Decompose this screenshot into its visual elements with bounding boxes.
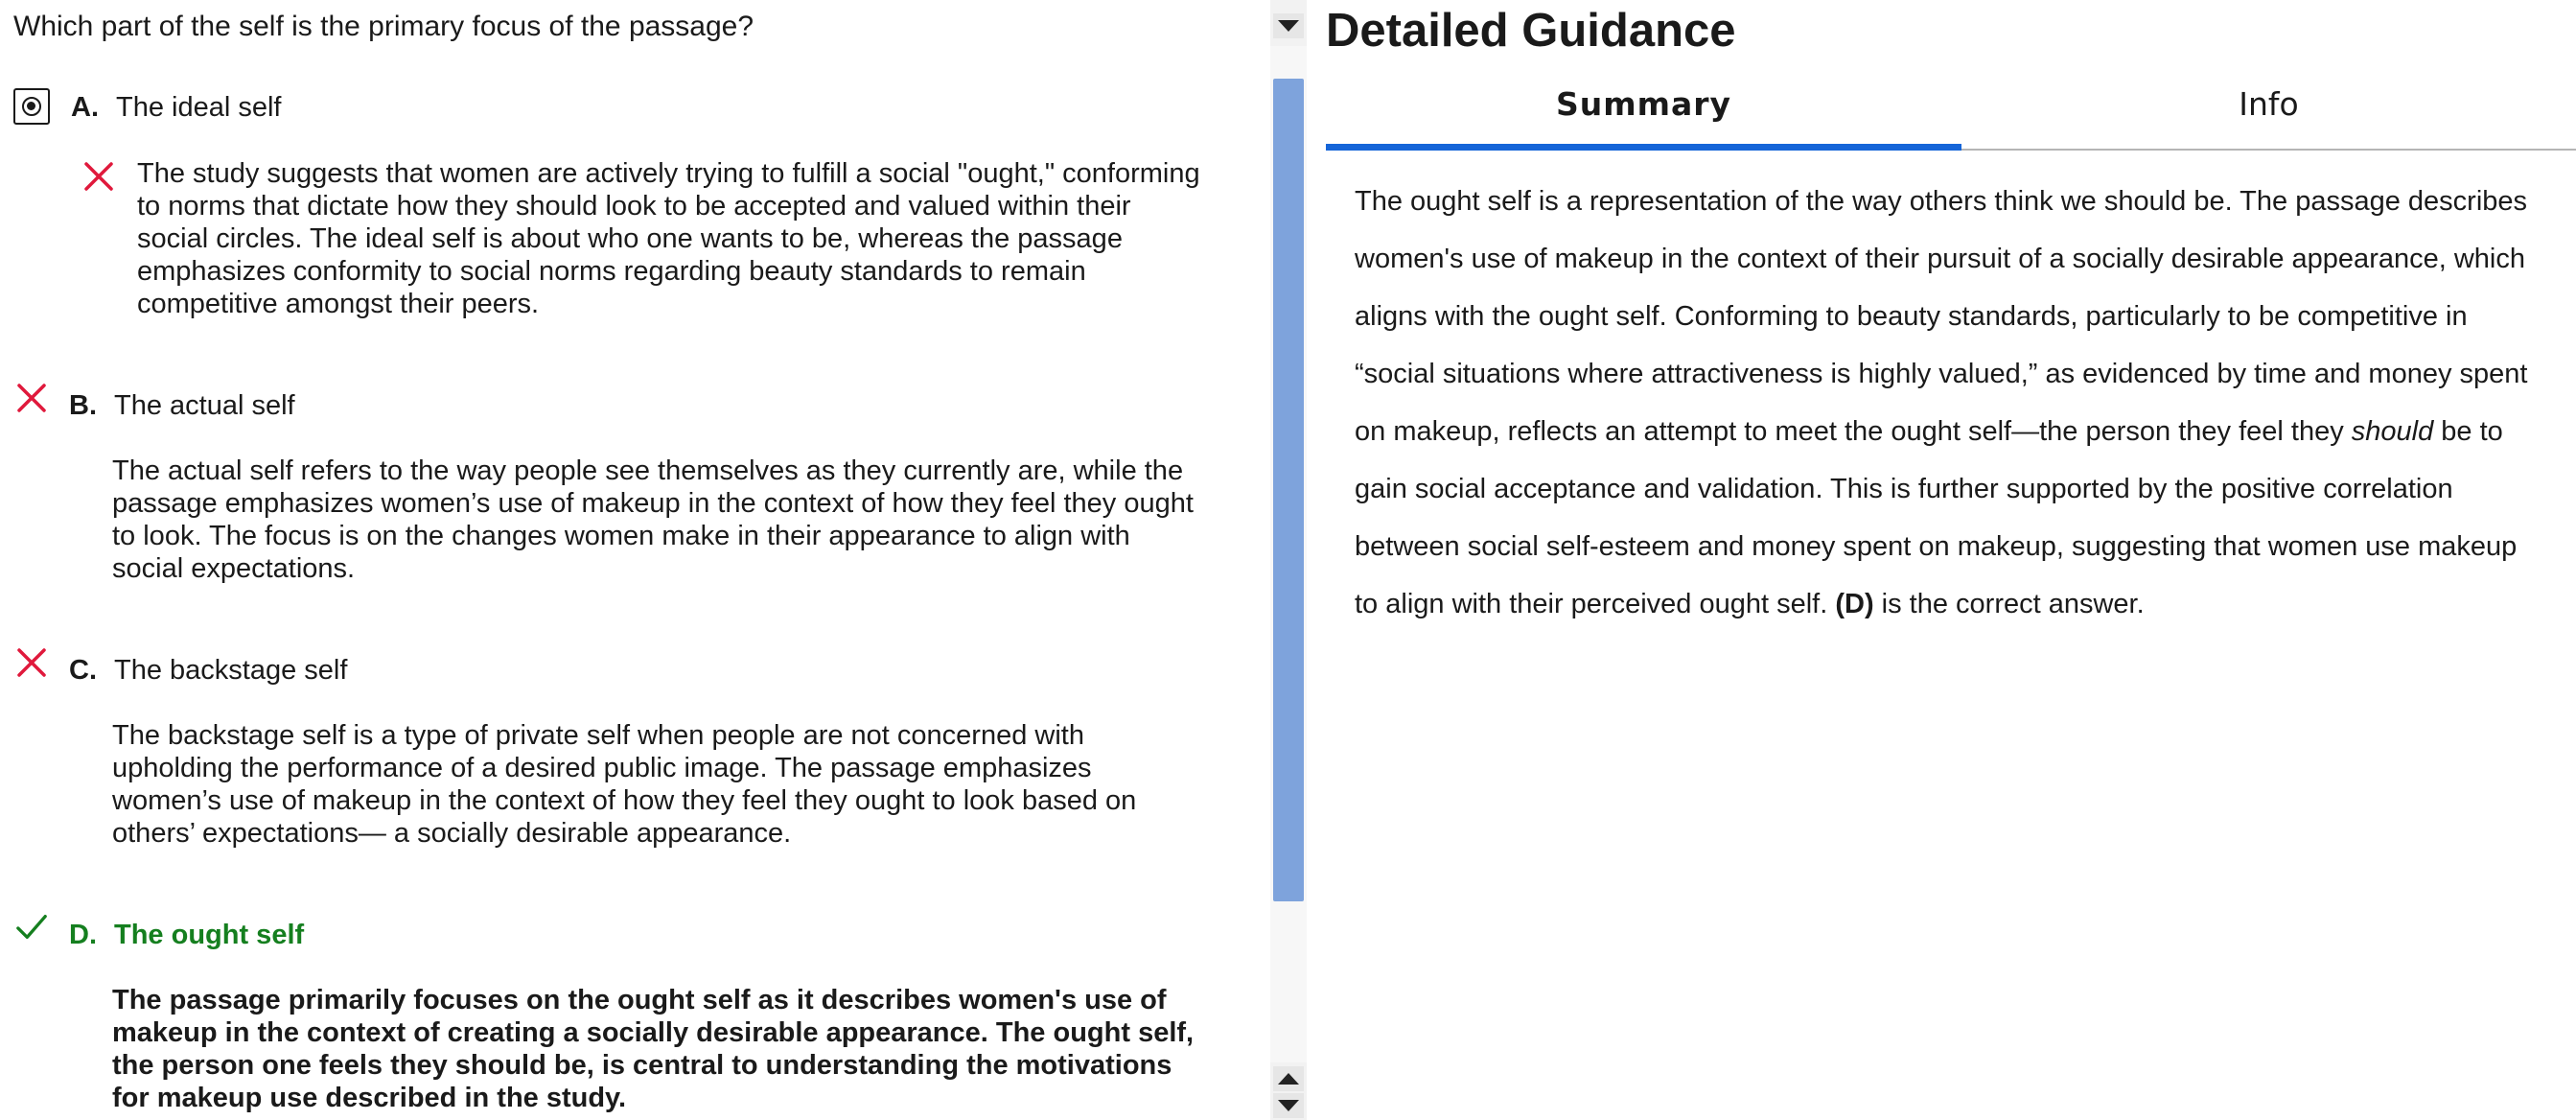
summary-line: women's use of makeup in the context of their pursuit of a socially desirable appearance, which [1355, 244, 2525, 274]
question-text: Which part of the self is the primary focus of the passage? [13, 11, 754, 42]
guidance-pane [1307, 0, 2576, 1120]
option-label: The ideal self [116, 92, 282, 123]
explanation-line: to norms that dictate how they should look to be accepted and valued within their [137, 191, 1131, 222]
option-b[interactable] [69, 386, 295, 425]
explanation-line: The backstage self is a type of private self when people are not concerned with [112, 720, 1084, 751]
scroll-thumb[interactable] [1273, 79, 1304, 901]
option-letter: D. [69, 920, 97, 950]
summary-line: “social situations where attractiveness is highly valued,” as evidenced by time and money spent [1355, 359, 2528, 389]
answer-letter: (D) [1835, 589, 1874, 619]
summary-line: The ought self is a representation of the way others think we should be. The passage describes [1355, 186, 2528, 217]
summary-text [1355, 173, 2576, 633]
option-letter: C. [69, 655, 97, 686]
option-d[interactable] [69, 916, 304, 954]
arrow-up-icon [1278, 1073, 1299, 1085]
option-letter: A. [71, 92, 99, 123]
explanation-line: for makeup use described in the study. [112, 1083, 627, 1113]
explanation-line: to look. The focus is on the changes women make in their appearance to align with [112, 521, 1130, 551]
scroll-down-button[interactable] [1273, 1093, 1304, 1118]
explanation-line: makeup in the context of creating a socially desirable appearance. The ought self, [112, 1017, 1195, 1048]
explanation-line: the person one feels they should be, is central to understanding the motivations [112, 1050, 1172, 1081]
option-label: The ought self [114, 920, 305, 950]
incorrect-x-icon [15, 646, 48, 679]
explanation-line: others’ expectations— a socially desirable appearance. [112, 818, 792, 849]
option-c-explanation [112, 719, 1136, 850]
incorrect-x-icon [15, 382, 48, 414]
incorrect-x-icon [82, 160, 115, 193]
explanation-line: The passage primarily focuses on the ought self as it describes women's use of [112, 985, 1167, 1015]
scroll-down-button-top[interactable] [1273, 13, 1304, 38]
active-tab-indicator [1326, 144, 1961, 151]
tab-info[interactable]: Info [2239, 84, 2299, 123]
question-pane [0, 0, 1270, 1120]
option-label: The backstage self [114, 655, 348, 686]
explanation-line: passage emphasizes women’s use of makeup in the context of how they feel they ought [112, 488, 1194, 519]
summary-line: aligns with the ought self. Conforming to beauty standards, particularly to be competitive in [1355, 301, 2468, 332]
explanation-line: The actual self refers to the way people see themselves as they currently are, while the [112, 455, 1184, 486]
summary-line: between social self-esteem and money spent on makeup, suggesting that women use makeup [1355, 531, 2518, 562]
explanation-line: competitive amongst their peers. [137, 289, 540, 319]
option-c[interactable] [69, 651, 347, 689]
radio-selected-icon [22, 97, 41, 116]
tab-divider [1961, 149, 2576, 151]
explanation-line: The study suggests that women are actively trying to fulfill a social "ought," conforming [137, 158, 1200, 189]
explanation-line: upholding the performance of a desired public image. The passage emphasizes [112, 753, 1092, 783]
option-d-explanation [112, 984, 1194, 1114]
explanation-line: social circles. The ideal self is about who one wants to be, whereas the passage [137, 223, 1123, 254]
correct-check-icon [15, 911, 48, 944]
option-a-radio[interactable] [13, 88, 50, 125]
tab-summary[interactable]: Summary [1555, 84, 1732, 123]
explanation-line: emphasizes conformity to social norms regarding beauty standards to remain [137, 256, 1086, 287]
arrow-down-icon [1278, 1100, 1299, 1111]
guidance-title: Detailed Guidance [1326, 5, 1736, 57]
arrow-down-icon [1278, 20, 1299, 32]
summary-line: on makeup, reflects an attempt to meet the ought self—the person they feel they should be to [1355, 416, 2503, 447]
option-label: The actual self [114, 390, 295, 421]
option-a-explanation [137, 157, 1200, 320]
emphasis-should: should [2351, 416, 2434, 447]
option-a[interactable] [71, 88, 282, 127]
explanation-line: social expectations. [112, 553, 356, 584]
summary-line: to align with their perceived ought self. (D) is the correct answer. [1355, 589, 2145, 619]
explanation-line: women’s use of makeup in the context of how they feel they ought to look based on [112, 785, 1137, 816]
option-letter: B. [69, 390, 97, 421]
summary-line: gain social acceptance and validation. This is further supported by the positive correlation [1355, 474, 2453, 504]
vertical-scrollbar[interactable] [1270, 0, 1307, 1120]
option-b-explanation [112, 455, 1194, 585]
scroll-up-button[interactable] [1273, 1066, 1304, 1091]
